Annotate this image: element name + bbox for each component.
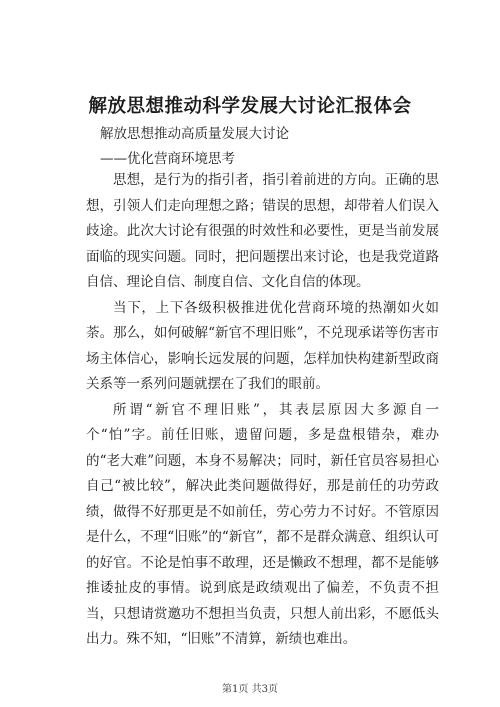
document-body [86,168,439,653]
page-footer: 第1页 共3页 [222,684,278,695]
document-subtitle: 解放思想推动高质量发展大讨论 [100,126,289,142]
document-title: 解放思想推动科学发展大讨论汇报体会 [88,96,412,117]
body-paragraph: 所谓“新官不理旧账”，其表层原因大多源自一个“怕”字。前任旧账，遗留问题，多是盘根错杂，难办的“老大难”问题，本身不易解决；同时，新任官员容易担心自己“被比较”，解决此类问题做得好，那是前任的功劳政绩，做得不好那更是不如前任，劳心劳力不讨好。不管原因是什么，不理“旧账”的“新官”，都不是群众满意、组织认可的好官。不论是怕事不敢理，还是懒政不想理，都不是能够推诿扯皮的事情。说到底是政绩观出了偏差，不负责不担当，只想请赏邀功不想担当负责，只想人前出彩，不愿低头出力。殊不知，“旧账”不清算，新绩也难出。 [86,401,439,647]
body-paragraph: 思想，是行为的指引者，指引着前进的方向。正确的思想，引领人们走向理想之路；错误的思想，却带着人们误入歧途。此次大讨论有很强的时效性和必要性，更是当前发展面临的现实问题。同时，把问题摆出来讨论，也是我党道路自信、理论自信、制度自信、文化自信的体现。 [86,172,439,290]
document-subtitle-secondary: ——优化营商环境思考 [100,151,235,167]
body-paragraph: 当下，上下各级积极推进优化营商环境的热潮如火如荼。那么，如何破解“新官不理旧账”，不兑现承诺等伤害市场主体信心，影响长远发展的问题，怎样加快构建新型政商关系等一系列问题就摆在了我们的眼前。 [86,299,439,392]
